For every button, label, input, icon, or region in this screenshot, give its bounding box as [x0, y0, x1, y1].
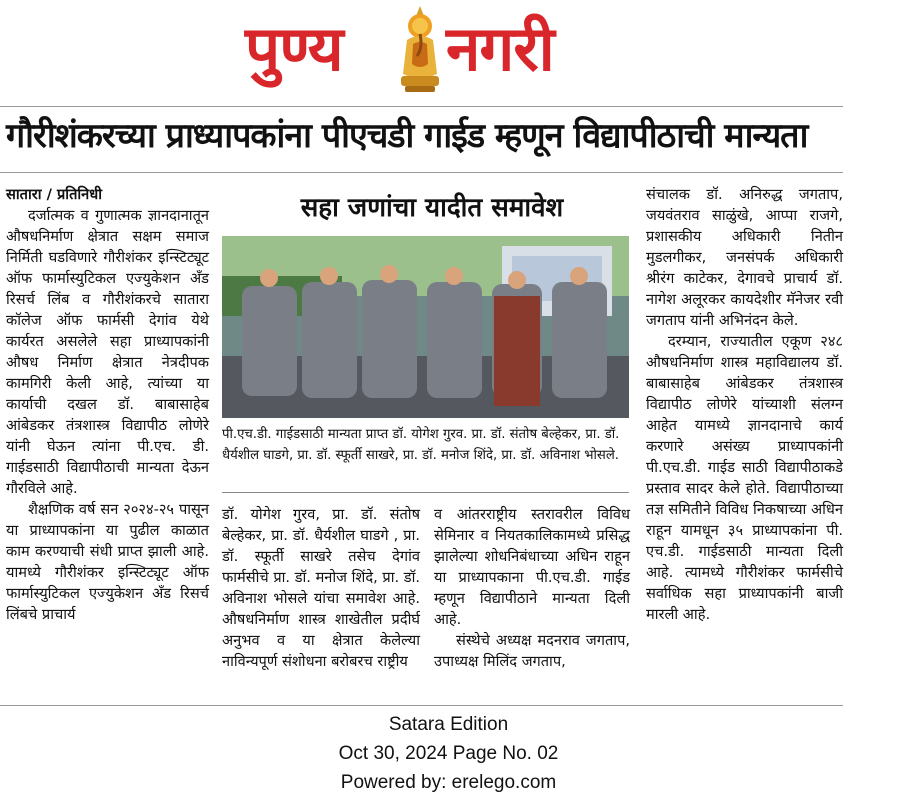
photo-caption: पी.एच.डी. गाईडसाठी मान्यता प्राप्त डॉ. योगेश गुरव. प्रा. डॉ. संतोष बेल्हेकर, प्रा. डॉ. धैर्यशील घाडगे, प्रा. डॉ. स्फूर्ती साखरे, प्रा. डॉ. मनोज शिंदे, प्रा. डॉ. अविनाश भोसले. [222, 427, 620, 463]
paragraph: संचालक डॉ. अनिरुद्ध जगताप, जयवंतराव साळुंखे, आप्पा राजगे, प्रशासकीय अधिकारी नितीन मुडलगीकर, जनसंपर्क अधिकारी श्रीरंग काटेकर, देगावचे प्राचार्य डॉ. नागेश अलूरकर कायदेशीर मॅनेजर रवी जगताप यांनी अभिनंदन केले. [646, 186, 843, 329]
subheadline: सहा जणांचा यादीत समावेश [300, 193, 564, 223]
dateline: सातारा / प्रतिनिधी [6, 186, 103, 203]
ganesha-logo-icon [395, 4, 445, 94]
masthead-name-right: नगरी [446, 12, 554, 85]
article-column-2 [222, 504, 420, 672]
group-photo [222, 236, 629, 418]
paragraph: दरम्यान, राज्यातील एकूण २४८ औषधनिर्माण शास्त्र महाविद्यालय डॉ. बाबासाहेब आंबेडकर तंत्रशास्त्र विद्यापीठ लोणेरे यांच्याशी संलग्न आहेत यामध्ये ज्ञानदानाचे कार्य करणारे असंख्य प्राध्यापकांनी पी.एच.डी. गाईड साठी विद्यापीठाकडे प्रस्ताव सादर केले होते. विद्यापीठाच्या तज्ञ समितीने विविध निकषाच्या अधिन राहून यामधून ३५ प्राध्यापकांना पी. एच.डी. गाईडसाठी मान्यता दिली आहे. त्यामध्ये गौरीशंकर फार्मसीचे सर्वाधिक सहा प्राध्यापकांनी बाजी मारली आहे. [646, 333, 843, 623]
article-column-3 [434, 504, 630, 672]
article-column-4 [646, 184, 843, 625]
paragraph: दर्जात्मक व गुणात्मक ज्ञानदानातून औषधनिर्माण क्षेत्रात सक्षम समाज निर्मिती घडविणारे गौरीशंकर इन्स्टिट्यूट ऑफ फार्मास्युटिकल एज्युकेशन अँड रिसर्च लिंब व गौरीशंकरचे सातारा कॉलेज ऑफ फार्मसी देगांव येथे कार्यरत असलेले सहा प्राध्यापकांनी औषध निर्माण क्षेत्रात नेत्रदीपक कामगिरी केली आहे, त्यांच्या या कार्याची दखल डॉ. बाबासाहेब आंबेडकर तंत्रशास्त्र विद्यापीठ लोणेरे यांनी घेऊन त्यांना पी.एच. डी. गाईडसाठी विद्यापीठाची मान्यता देऊन गौरविले आहे. [6, 207, 209, 497]
paragraph: डॉ. योगेश गुरव, प्रा. डॉ. संतोष बेल्हेकर, प्रा. डॉ. धैर्यशील घाडगे , प्रा. डॉ. स्फूर्ती साखरे तसेच देगांव फार्मसीचे प्रा. डॉ. मनोज शिंदे, प्रा. डॉ. अविनाश भोसले यांचा समावेश आहे. औषधनिर्माण शास्त्र शाखेतील प्रदीर्घ अनुभव व या क्षेत्रात केलेल्या नाविन्यपूर्ण संशोधना बरोबरच राष्ट्रीय [222, 506, 420, 670]
masthead-divider [0, 106, 843, 107]
headline: गौरीशंकरच्या प्राध्यापकांना पीएचडी गाईड म्हणून विद्यापीठाची मान्यता [6, 116, 808, 156]
footer-divider [0, 705, 843, 706]
headline-divider [0, 172, 843, 173]
caption-divider [222, 492, 629, 493]
paragraph: संस्थेचे अध्यक्ष मदनराव जगताप, उपाध्यक्ष मिलिंद जगताप, [434, 632, 630, 670]
article-column-1 [6, 184, 209, 625]
masthead [0, 0, 897, 100]
footer-edition: Satara Edition [388, 714, 509, 735]
paragraph: शैक्षणिक वर्ष सन २०२४-२५ पासून या प्राध्यापकांना या पुढील काळात काम करण्याची संधी प्राप्त झाली आहे. यामध्ये गौरीशंकर इन्स्टिट्यूट ऑफ फार्मास्युटिकल एज्युकेशन अँड रिसर्च लिंबचे प्राचार्य [6, 501, 209, 623]
paragraph: व आंतरराष्ट्रीय स्तरावरील विविध सेमिनार व नियतकालिकामध्ये प्रसिद्ध झालेल्या शोधनिबंधाच्या अधिन राहून या प्राध्यापकाना पी.एच.डी. गाईड म्हणून विद्यापीठाने मान्यता दिली आहे. [434, 506, 630, 628]
footer-powered-by: Powered by: erelego.com [340, 772, 557, 793]
masthead-name-left: पुण्य [245, 12, 343, 85]
footer-date-page: Oct 30, 2024 Page No. 02 [338, 743, 559, 764]
